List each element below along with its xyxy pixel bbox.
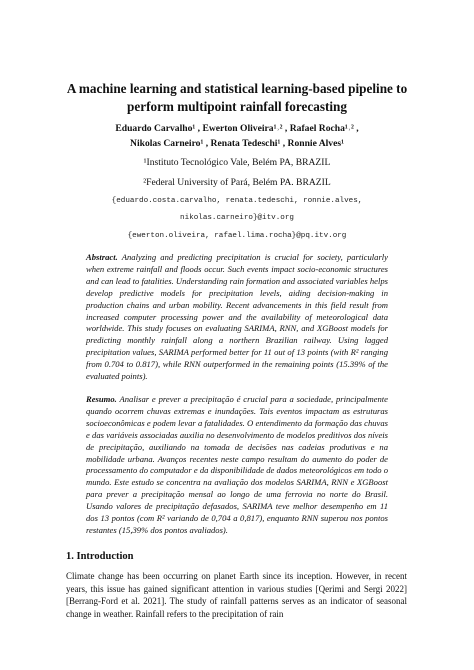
introduction-paragraph: Climate change has been occurring on planet Earth since its inception. However, in recent years, this issue has gained significant attention in various studies [Qerimi and Sergi 2022] [Berrang-Ford et al. 2021]. The study of rainfall patterns serves as an indicator of seasonal change in weather. Rainfall refers to the precipitation of rain bbox=[66, 571, 407, 619]
abstract-text: Analyzing and predicting precipitation is crucial for society, particularly when extreme rainfall and floods occur. Such events impact socio-economic structures and can lead to fatalities. Understanding rain formation and associated variables helps develop predictive models for precipitation levels, aiding decision-making in production chains and urban mobility. Recent advancements in this field result from increased computer processing power and the availability of meteorological data worldwide. This study focuses on evaluating SARIMA, RNN, and XGBoost models for predicting monthly rainfall along a northern Brazilian railway. Using lagged precipitation values, SARIMA performed better for 11 out of 13 points (with R² ranging from 0.704 to 0.817), while RNN outperformed in the remaining points (15.39% of the evaluated points). bbox=[86, 252, 388, 382]
title-line-1: A machine learning and statistical learning-based pipeline to bbox=[66, 81, 408, 96]
authors-line-2: Nikolas Carneiro¹ , Renata Tedeschi¹ , Ronnie Alves¹ bbox=[130, 138, 344, 149]
abstract bbox=[86, 252, 388, 383]
resumo-label: Resumo. bbox=[86, 394, 117, 404]
authors-line-1: Eduardo Carvalho¹ , Ewerton Oliveira¹˒² , Rafael Rocha¹˒² , bbox=[115, 123, 359, 134]
email-line-3: {ewerton.oliveira, rafael.lima.rocha}@pq.itv.org bbox=[127, 232, 347, 240]
email-line-1: {eduardo.costa.carvalho, renata.tedeschi, ronnie.alves, bbox=[111, 197, 363, 205]
title-line-2: perform multipoint rainfall forecasting bbox=[127, 99, 347, 114]
section-heading-introduction: 1. Introduction bbox=[66, 551, 134, 562]
resumo bbox=[86, 394, 388, 537]
affiliation-2: ²Federal University of Pará, Belém PA. BRAZIL bbox=[143, 177, 331, 188]
affiliation-1: ¹Instituto Tecnológico Vale, Belém PA, BRAZIL bbox=[143, 157, 331, 168]
resumo-text: Analisar e prever a precipitação é crucial para a sociedade, principalmente quando ocorrem chuvas extremas e inundações. Tais eventos impactam as estruturas socioeconômicas e podem levar a fatalidades. O entendimento da formação das chuvas e das variáveis associadas auxilia no desenvolvimento de modelos preditivos dos níveis de precipitação, auxiliando na tomada de decisões nas cadeias produtivas e na mobilidade urbana. Avanços recentes neste campo resultam do aumento do poder de processamento do computador e da disponibilidade de dados meteorológicos em todo o mundo. Este estudo se concentra na avaliação dos modelos SARIMA, RNN e XGBoost para prever a precipitação mensal ao longo de uma ferrovia no norte do Brasil. Usando valores de precipitação defasados, SARIMA teve melhor desempenho em 11 dos 13 pontos (com R² variando de 0,704 a 0,817), enquanto RNN superou nos pontos restantes (15,39% dos pontos avaliados). bbox=[86, 394, 388, 535]
author-list bbox=[40, 121, 434, 151]
paper-title bbox=[40, 80, 434, 116]
abstract-label: Abstract. bbox=[86, 252, 118, 262]
email-line-2: nikolas.carneiro}@itv.org bbox=[180, 214, 294, 222]
